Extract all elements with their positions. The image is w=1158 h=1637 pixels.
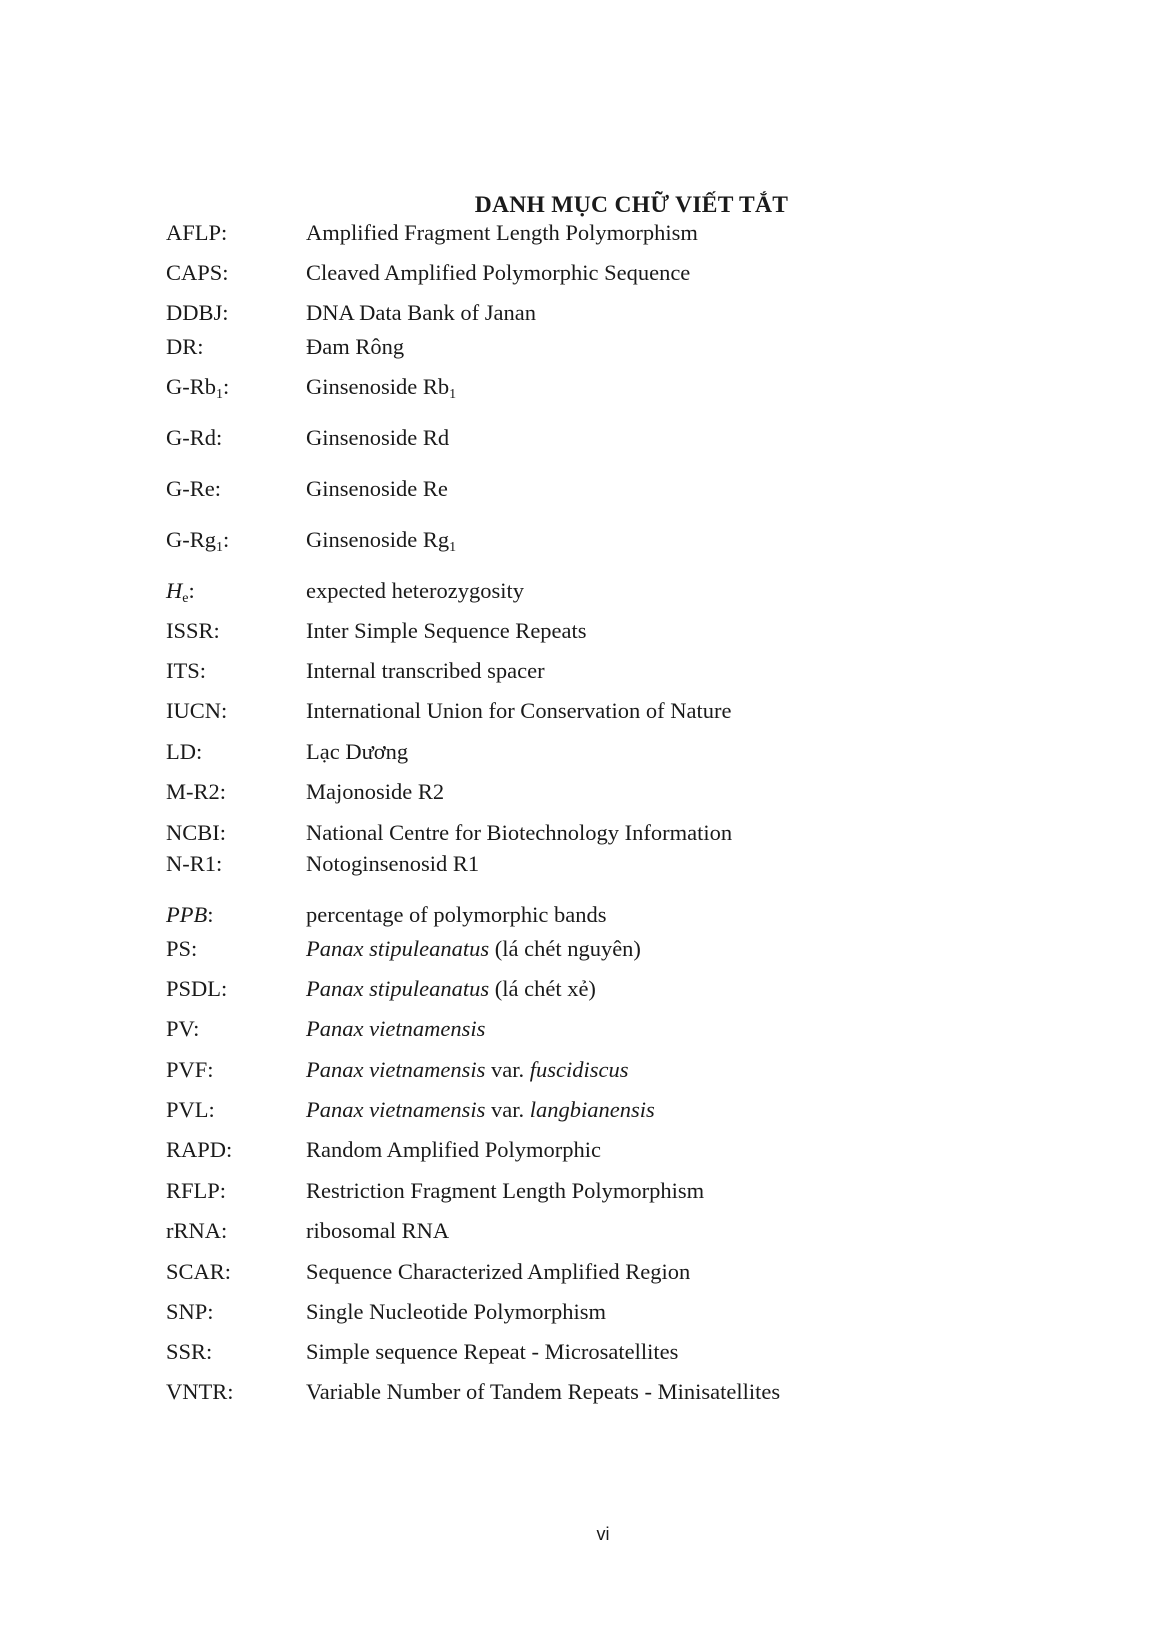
- abbreviation-definition: [306, 371, 456, 403]
- abbreviation-term-text: H: [166, 578, 183, 603]
- abbreviation-term: PVF:: [166, 1057, 214, 1082]
- abbreviation-definition: expected heterozygosity: [306, 578, 525, 603]
- abbreviation-definition: Lạc Dương: [306, 739, 409, 764]
- abbreviation-term: SSR:: [166, 1339, 213, 1364]
- abbreviation-definition: ribosomal RNA: [306, 1218, 450, 1243]
- abbreviation-definition: Notoginsenosid R1: [306, 851, 480, 876]
- abbreviation-definition: [306, 1054, 628, 1086]
- abbreviation-term: [166, 524, 229, 556]
- abbreviation-term: ISSR:: [166, 618, 220, 643]
- abbreviation-definition: [306, 973, 596, 1005]
- abbreviation-definition: percentage of polymorphic bands: [306, 902, 607, 927]
- species-name: Panax vietnamensis: [306, 1016, 486, 1041]
- abbreviation-term: PS:: [166, 936, 198, 961]
- abbreviation-term-suffix: :: [188, 578, 195, 603]
- abbreviation-term: M-R2:: [166, 779, 227, 804]
- abbreviation-definition: National Centre for Biotechnology Information: [306, 820, 733, 845]
- abbreviation-definition: Cleaved Amplified Polymorphic Sequence: [306, 260, 691, 285]
- abbreviation-term: VNTR:: [166, 1379, 234, 1404]
- abbreviation-definition: [306, 524, 456, 556]
- species-name: Panax stipuleanatus: [306, 976, 490, 1001]
- abbreviation-definition: DNA Data Bank of Janan: [306, 300, 536, 325]
- abbreviation-term: [166, 575, 195, 607]
- abbreviation-definition-text: Ginsenoside Rg: [306, 527, 450, 552]
- abbreviation-definition: [306, 1094, 655, 1126]
- abbreviation-term-suffix: :: [223, 374, 230, 399]
- abbreviation-term: SNP:: [166, 1299, 214, 1324]
- abbreviation-definition: Inter Simple Sequence Repeats: [306, 618, 587, 643]
- variety-name: fuscidiscus: [529, 1057, 629, 1082]
- abbreviation-term: IUCN:: [166, 698, 228, 723]
- species-name: Panax vietnamensis: [306, 1097, 486, 1122]
- abbreviation-term: PSDL:: [166, 976, 228, 1001]
- abbreviation-term: DR:: [166, 334, 204, 359]
- abbreviation-definition-text: var.: [485, 1057, 530, 1082]
- abbreviation-definition: [306, 1013, 485, 1045]
- abbreviation-term: rRNA:: [166, 1218, 228, 1243]
- abbreviation-definition-text: (lá chét xẻ): [489, 976, 596, 1001]
- abbreviation-term-suffix: :: [207, 902, 214, 927]
- variety-name: langbianensis: [529, 1097, 655, 1122]
- abbreviation-term: CAPS:: [166, 260, 229, 285]
- abbreviation-term-text: G-Rg: [166, 527, 216, 552]
- abbreviation-term-subscript: 1: [216, 387, 223, 402]
- abbreviation-definition: Majonoside R2: [306, 779, 445, 804]
- abbreviation-term: RFLP:: [166, 1178, 227, 1203]
- abbreviation-definition: Single Nucleotide Polymorphism: [306, 1299, 606, 1324]
- abbreviation-term: SCAR:: [166, 1259, 232, 1284]
- abbreviation-definition: Ginsenoside Rd: [306, 425, 450, 450]
- abbreviation-definition: Ginsenoside Re: [306, 476, 448, 501]
- abbreviation-term: NCBI:: [166, 820, 227, 845]
- abbreviation-definition-subscript: 1: [449, 540, 457, 555]
- abbreviation-term-suffix: :: [223, 527, 230, 552]
- abbreviation-definition: Random Amplified Polymorphic: [306, 1137, 601, 1162]
- abbreviation-definition-text: (lá chét nguyên): [489, 936, 641, 961]
- abbreviation-term: [166, 899, 214, 931]
- abbreviation-term: PV:: [166, 1016, 200, 1041]
- abbreviation-term-text: PPB: [166, 902, 208, 927]
- abbreviation-term: LD:: [166, 739, 203, 764]
- abbreviation-definition: Sequence Characterized Amplified Region: [306, 1259, 691, 1284]
- abbreviation-term: AFLP:: [166, 220, 228, 245]
- abbreviation-definition: Variable Number of Tandem Repeats - Minisatellites: [306, 1379, 781, 1404]
- species-name: Panax vietnamensis: [306, 1057, 486, 1082]
- abbreviation-definition: [306, 933, 641, 965]
- abbreviation-term: DDBJ:: [166, 300, 229, 325]
- abbreviation-definition: Internal transcribed spacer: [306, 658, 545, 683]
- abbreviation-term-text: G-Rb: [166, 374, 216, 399]
- abbreviation-term: RAPD:: [166, 1137, 233, 1162]
- abbreviation-term: PVL:: [166, 1097, 215, 1122]
- abbreviation-definition: Đam Rông: [306, 334, 405, 359]
- abbreviation-term: [166, 371, 229, 403]
- abbreviation-term-subscript: e: [182, 591, 189, 606]
- abbreviation-definition: Restriction Fragment Length Polymorphism: [306, 1178, 705, 1203]
- abbreviation-term: ITS:: [166, 658, 207, 683]
- abbreviation-term-subscript: 1: [216, 540, 223, 555]
- page-title: DANH MỤC CHỮ VIẾT TẮT: [474, 192, 789, 218]
- page-number: vi: [596, 1524, 610, 1544]
- abbreviation-definition-text: var.: [485, 1097, 530, 1122]
- abbreviation-term: G-Rd:: [166, 425, 223, 450]
- abbreviation-definition-text: Ginsenoside Rb: [306, 374, 450, 399]
- abbreviation-definition: Amplified Fragment Length Polymorphism: [306, 220, 698, 245]
- abbreviation-term: N-R1:: [166, 851, 223, 876]
- abbreviation-term: G-Re:: [166, 476, 221, 501]
- abbreviation-definition: Simple sequence Repeat - Microsatellites: [306, 1339, 679, 1364]
- abbreviation-definition-subscript: 1: [449, 387, 457, 402]
- abbreviation-definition: International Union for Conservation of Nature: [306, 698, 732, 723]
- species-name: Panax stipuleanatus: [306, 936, 490, 961]
